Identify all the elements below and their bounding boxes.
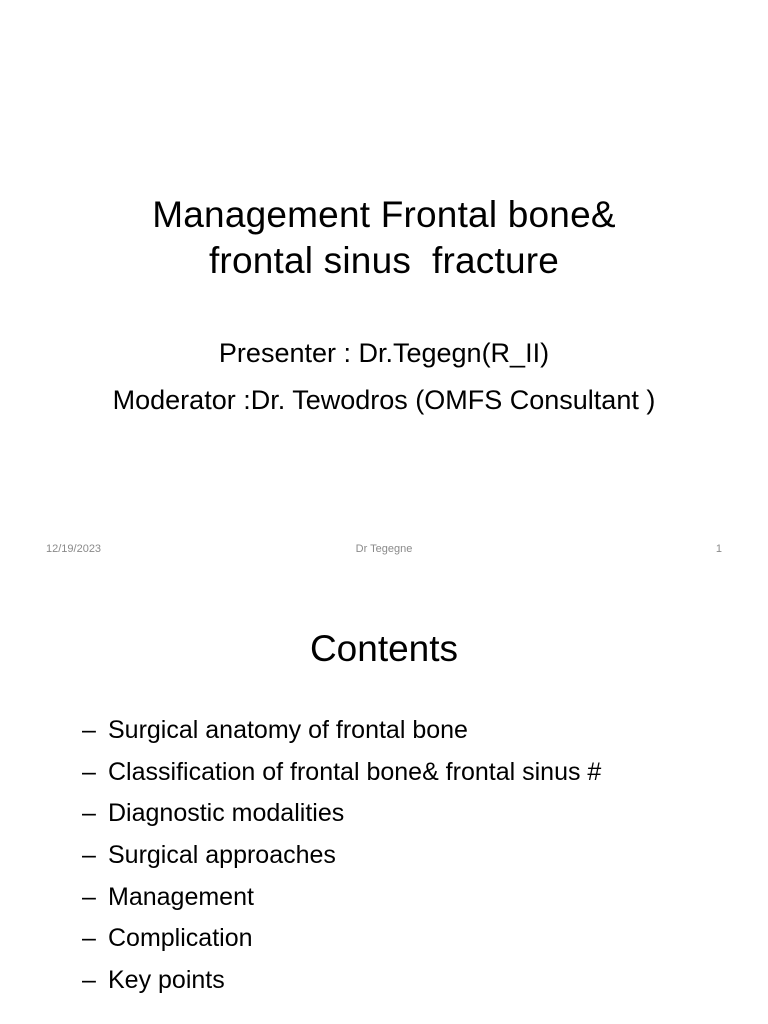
list-item [82,924,601,966]
slide-title [0,192,768,285]
list-item [82,758,601,800]
dash-bullet: – [82,924,96,953]
dash-bullet: – [82,882,96,911]
title-line: Management Frontal bone& [152,194,616,235]
contents-title: Contents [309,628,459,669]
slide-subtitle [0,330,768,424]
dash-bullet: – [82,757,96,786]
list-item-text: Complication [108,924,253,953]
list-item-text: Management [108,882,254,911]
list-item-text: Classification of frontal bone& frontal sinus # [108,757,602,786]
dash-bullet: – [82,799,96,828]
footer-date: 12/19/2023 [46,543,102,555]
footer-page-number: 1 [715,543,722,555]
list-item [82,841,601,883]
dash-bullet: – [82,841,96,870]
presenter-line: Presenter : Dr.Tegegn(R_II) [218,338,550,368]
footer-author: Dr Tegegne [355,543,413,555]
list-item [82,883,601,925]
title-line: frontal sinus fracture [208,240,560,282]
list-item-text: Surgical anatomy of frontal bone [108,716,468,744]
list-item [82,716,601,758]
moderator-line: Moderator :Dr. Tewodros (OMFS Consultant ) [112,385,656,415]
contents-slide [0,576,768,1024]
list-item-text: Surgical approaches [108,841,336,870]
list-item [82,966,601,1008]
contents-list [82,716,601,1008]
list-item-text: Diagnostic modalities [108,799,345,828]
dash-bullet: – [82,966,96,995]
list-item [82,799,601,841]
dash-bullet: – [82,716,96,744]
list-item-text: Key points [108,966,225,995]
